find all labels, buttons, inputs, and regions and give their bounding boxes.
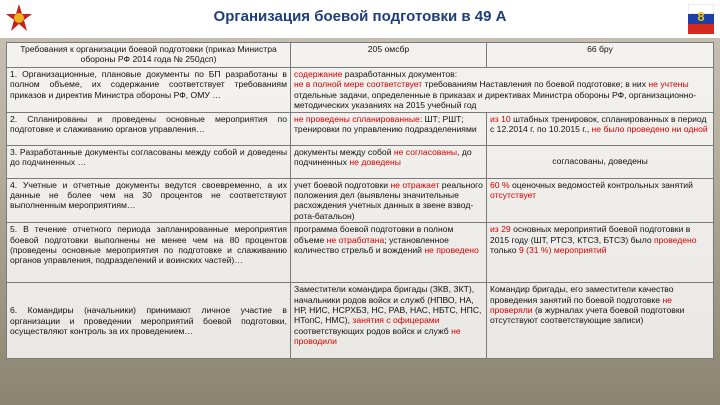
table-row xyxy=(7,145,714,178)
finding-text: штабных тренировок, спланированных в период с 12.2014 г. по 10.2015 г., xyxy=(490,113,707,135)
finding-cell-205 xyxy=(291,283,487,359)
finding-text: отдельные задачи, определенные в приказах и директивах Министра обороны РФ, организационно-методических указаниях на 2015 учебный год xyxy=(294,89,697,111)
col-header-66-bru: 66 бру xyxy=(487,43,714,68)
highlighted-finding-text: не согласованы xyxy=(393,146,458,157)
requirement-cell: 6. Командиры (начальники) принимают личное участие в организации и проведении мероприятий боевой подготовки, осуществляют контроль за их проведением… xyxy=(7,283,291,359)
finding-cell-66 xyxy=(487,112,714,145)
table-row xyxy=(7,283,714,359)
highlighted-finding-text: не учтены xyxy=(648,79,689,90)
finding-cell-205 xyxy=(291,223,487,283)
highlighted-finding-text: проведено xyxy=(653,234,697,245)
highlighted-finding-text: 9 (31 %) мероприятий xyxy=(518,245,607,256)
highlighted-finding-text: не проведено xyxy=(424,245,479,256)
finding-cell-66 xyxy=(487,145,714,178)
highlighted-finding-text: не доведены xyxy=(349,157,401,168)
col-header-requirements: Требования к организации боевой подготовки (приказ Министра обороны РФ 2014 года № 250дсп) xyxy=(7,43,291,68)
table-row xyxy=(7,68,714,113)
table-header-row xyxy=(7,43,714,68)
finding-cell-66 xyxy=(487,178,714,223)
table-row xyxy=(7,178,714,223)
finding-text: , до подчиненных xyxy=(294,146,472,168)
table-row xyxy=(7,112,714,145)
finding-cell-merged xyxy=(291,68,714,113)
requirement-cell: 3. Разработанные документы согласованы между собой и доведены до подчиненных … xyxy=(7,145,291,178)
finding-text: соответствующих родов войск и служб xyxy=(294,325,452,336)
slide-number: 8 xyxy=(697,9,705,24)
finding-cell-205 xyxy=(291,145,487,178)
table-row xyxy=(7,223,714,283)
finding-text: только xyxy=(490,245,519,256)
highlighted-finding-text: не в полной мере соответствует xyxy=(294,79,423,90)
highlighted-finding-text: из 29 xyxy=(490,224,511,235)
col-header-205-omsbr: 205 омсбр xyxy=(291,43,487,68)
finding-text: Заместители командира бригады (ЗКВ, ЗКТ), начальники родов войск и служб (НПВО, НА, НР, НИС, НСРХБЗ, НС, РАВ, НАС, НБТС, НПС, НТопС, НМС), xyxy=(294,284,482,326)
finding-text: реального положения дел (выявлены значительные расхождения учетных данных в звене взвод-рота-батальон) xyxy=(294,179,483,221)
highlighted-finding-text: отсутствует xyxy=(490,190,537,201)
finding-text: оценочных ведомостей контрольных занятий xyxy=(509,179,693,190)
finding-text: согласованы, доведены xyxy=(552,156,648,167)
finding-text: : ШТ; РШТ; тренировки по управлению подразделениями xyxy=(294,113,477,135)
finding-text: (в журналах учета боевой подготовки отсутствуют соответствующие записи) xyxy=(490,305,685,326)
finding-text: Командир бригады, его заместители качество проведения занятий по боевой подготовке xyxy=(490,284,674,305)
highlighted-finding-text: не проверяли xyxy=(490,294,672,316)
finding-cell-66 xyxy=(487,283,714,359)
finding-cell-205 xyxy=(291,178,487,223)
highlighted-finding-text: не проводили xyxy=(294,325,461,347)
highlighted-finding-text: содержание xyxy=(294,69,343,79)
finding-text: разработанных документов: xyxy=(342,69,458,79)
highlighted-finding-text: не отражает xyxy=(390,179,440,190)
finding-cell-66 xyxy=(487,223,714,283)
highlighted-finding-text: из 10 xyxy=(490,113,511,124)
requirements-table xyxy=(6,42,714,359)
finding-text: документы между собой xyxy=(294,146,394,157)
highlighted-finding-text: 60 % xyxy=(490,179,510,190)
finding-text: основных мероприятий боевой подготовки в 2015 году (ШТ, РТСЗ, КТСЗ, БТСЗ) было xyxy=(490,224,691,245)
requirement-cell: 1. Организационные, плановые документы по БП разработаны в полном объеме, их содержание соответствует требованиям приказов и директив Министра обороны РФ, ОМУ … xyxy=(7,68,291,113)
slide-header xyxy=(0,0,720,38)
finding-text: программа боевой подготовки в полном объеме xyxy=(294,224,454,245)
highlighted-finding-text: не отработана xyxy=(326,234,385,245)
finding-text: требованиям Наставления по боевой подготовке; в них xyxy=(422,79,649,90)
requirement-cell: 5. В течение отчетного периода запланированные мероприятия боевой подготовки выполнены не менее чем на 80 процентов (проведены основные мероприятия по подготовке и слаживанию органов управления, подразделений и воинских частей)… xyxy=(7,223,291,283)
finding-text: ; установленное количество стрельб и вождений xyxy=(294,234,449,256)
requirement-cell: 2. Спланированы и проведены основные мероприятия по подготовке и слаживанию органов управления… xyxy=(7,112,291,145)
highlighted-finding-text: не проведены спланированные xyxy=(294,113,420,124)
page-title: Организация боевой подготовки в 49 А xyxy=(213,8,507,25)
finding-cell-205 xyxy=(291,112,487,145)
highlighted-finding-text: не было проведено ни одной xyxy=(591,124,708,135)
requirement-cell: 4. Учетные и отчетные документы ведутся своевременно, а их данные не более чем на 30 процентов не соответствуют выполненным мероприятиям… xyxy=(7,178,291,223)
highlighted-finding-text: занятия с офицерами xyxy=(352,315,440,326)
finding-text: учет боевой подготовки xyxy=(294,179,391,190)
